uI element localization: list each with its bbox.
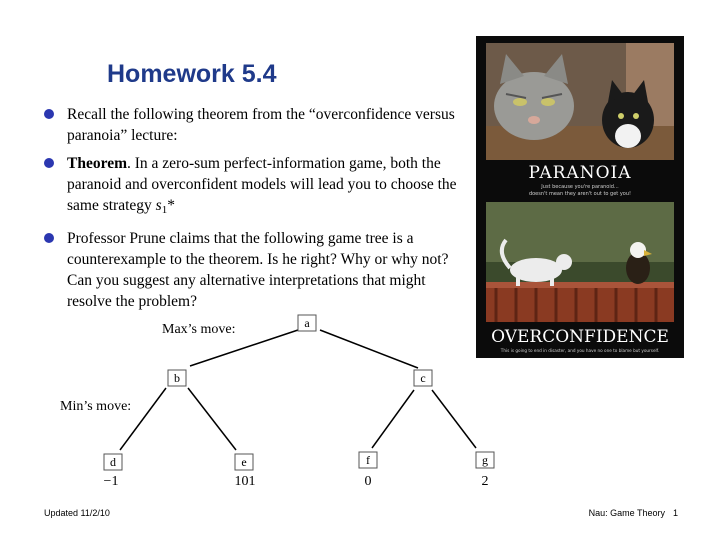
overconfidence-caption: OVERCONFIDENCE — [491, 327, 669, 347]
max-move-label: Max’s move: — [162, 322, 236, 337]
node-f-label: f — [366, 453, 370, 467]
leaf-value-f: 0 — [364, 474, 372, 489]
edge-b-d — [120, 388, 166, 450]
footer-course: Nau: Game Theory — [588, 508, 665, 518]
footer-updated: Updated 11/2/10 — [44, 508, 110, 518]
theorem-label: Theorem — [67, 155, 127, 172]
node-e-label: e — [241, 455, 247, 469]
min-move-label: Min’s move: — [60, 399, 132, 414]
edge-c-g — [432, 390, 476, 448]
leaf-value-e: 101 — [234, 474, 256, 489]
edge-b-e — [188, 388, 236, 450]
paranoia-sub2: doesn't mean they aren't out to get you! — [528, 191, 632, 197]
game-tree-diagram — [0, 300, 720, 500]
leaf-value-d: −1 — [103, 474, 119, 489]
strategy-sub: 1 — [161, 204, 168, 216]
edge-a-c — [320, 330, 418, 368]
node-d-label: d — [110, 455, 116, 469]
bullet-dot-icon — [44, 109, 54, 119]
paranoia-photo — [486, 43, 674, 160]
bullet-recall — [44, 104, 474, 146]
bullet-theorem — [44, 153, 474, 221]
edge-c-f — [372, 390, 414, 448]
node-b-label: b — [174, 371, 180, 385]
node-g-label: g — [482, 453, 488, 467]
leaf-value-g: 2 — [481, 474, 489, 489]
footer-right — [589, 508, 678, 518]
theorem-text: . In a zero-sum perfect-information game, both the paranoid and overconfident models will lead you to choose the same strategy — [67, 155, 457, 214]
paranoia-caption: PARANOIA — [528, 163, 632, 183]
node-c-label: c — [420, 371, 426, 385]
bullet-list — [44, 104, 474, 319]
bullet-dot-icon — [44, 158, 54, 168]
strategy-star: * — [167, 197, 175, 214]
bullet-dot-icon — [44, 233, 54, 243]
strategy-var: s — [155, 197, 162, 214]
footer-page-number: 1 — [672, 508, 678, 518]
bullet-prune-text: Professor Prune claims that the following game tree is a counterexample to the theorem. Is he right? Why or why not? Can you suggest any alternative interpretations that might resolve the problem? — [67, 230, 449, 310]
bullet-recall-text: Recall the following theorem from the “overconfidence versus paranoia” lecture: — [67, 106, 455, 144]
node-a-label: a — [304, 316, 310, 330]
paranoia-sub1: Just because you're paranoid... — [541, 184, 619, 190]
slide-title: Homework 5.4 — [107, 60, 277, 88]
overconfidence-sub: This is going to end in disaster, and you have no one to blame but yourself. — [500, 348, 660, 353]
